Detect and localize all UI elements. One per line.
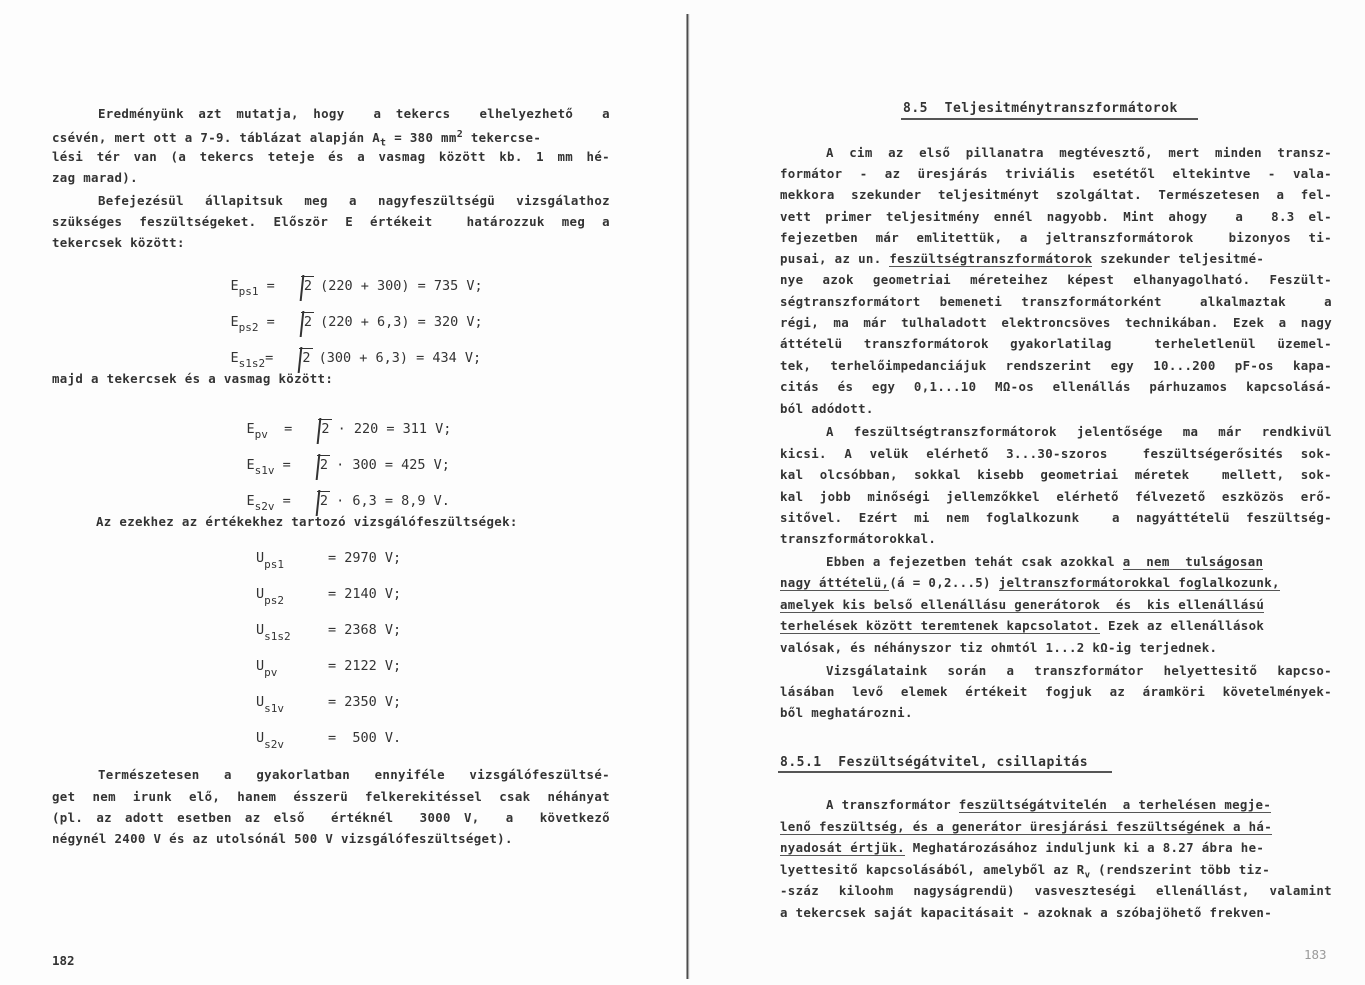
text-span: lyettesitő kapcsolásából, amelyből az R: [780, 862, 1085, 877]
sqrt-symbol: [285, 350, 312, 366]
formula-value: = 2140 V;: [328, 586, 402, 602]
formula-subscript: ps2: [264, 594, 285, 607]
radicand: 2: [317, 491, 330, 509]
sqrt-symbol: [303, 457, 330, 473]
text-line: [780, 251, 1332, 267]
formula-expression: (300 + 6,3) = 434 V;: [318, 350, 482, 366]
text-line: tek, terhelőimpedanciájuk rendszerint egy 10...200 pF-os kapa-: [780, 358, 1332, 373]
formula-symbol: E: [246, 457, 255, 473]
text-line: [780, 797, 1332, 813]
text-span: (á = 0,2...5): [889, 575, 999, 590]
formula-symbol: E: [230, 350, 239, 366]
text-line: kal jobb minőségi jellemzőkkel elérhető félvezető eszközös erő-: [780, 489, 1332, 504]
text-line: ből meghatározni.: [780, 705, 913, 720]
text-line: szükséges feszültségeket. Először E értékeit határozzuk meg a: [52, 214, 610, 229]
equals-sign: =: [274, 493, 299, 509]
text-line: majd a tekercsek és a vasmag között:: [52, 371, 334, 386]
text-line: lásában levő elemek értékeit fogjuk az áramköri követelmények-: [780, 684, 1332, 699]
formula-subscript: ps2: [238, 321, 259, 334]
text-line: [780, 554, 1332, 570]
formula-subscript: s2v: [254, 500, 275, 513]
formula-symbol-wrap: [256, 658, 328, 679]
sqrt-symbol: [287, 314, 314, 330]
underlined-text: jeltranszformátorokkal foglalkozunk,: [998, 575, 1280, 590]
equals-sign: =: [274, 457, 299, 473]
text-line: formátor - az üresjárás triviális esetétől eltekintve - vala-: [780, 166, 1332, 181]
formula-symbol-wrap: [256, 622, 328, 643]
formula-subscript: pv: [264, 666, 278, 679]
formula-expression: · 220 = 311 V;: [337, 421, 452, 437]
text-line: Természetesen a gyakorlatban ennyiféle vizsgálófeszültsé-: [98, 767, 610, 782]
formula-symbol: U: [256, 550, 265, 566]
radicand: 2: [317, 455, 330, 473]
formula-value: = 500 V.: [328, 730, 402, 746]
subsection-heading: 8.5.1 Feszültségátvitel, csillapitás: [780, 755, 1089, 770]
page-number: 182: [52, 953, 75, 968]
text-line: transzformátorokkal.: [780, 531, 937, 546]
text-line: [780, 597, 1332, 613]
formula-symbol: U: [256, 586, 265, 602]
underlined-text: a nem tulságosan: [1122, 554, 1264, 569]
underlined-text: nagy áttételü,: [780, 575, 890, 590]
text-line: fejezetben már emlitettük, a jeltranszformátorok bizonyos ti-: [780, 230, 1332, 245]
text-line: négynél 2400 V és az utolsónál 500 V vizsgálófeszültséget).: [52, 831, 513, 846]
text-line: [780, 840, 1332, 856]
text-line: zag marad).: [52, 170, 138, 185]
text-line: [52, 127, 610, 152]
text-line: régi, ma már tulhaladott elektroncsöves technikában. Ezek a nagy: [780, 315, 1332, 330]
formula-symbol-wrap: [256, 550, 328, 571]
formula-expression: · 300 = 425 V;: [336, 457, 450, 473]
text-span: Meghatározásához induljunk ki a 8.27 ábra he-: [904, 840, 1265, 855]
text-span: (rendszerint több tiz-: [1090, 862, 1271, 877]
text-line: nye azok geometriai méreteihez képest elhanyagolható. Feszült-: [780, 272, 1332, 287]
text-line: A cim az első pillanatra megtévesztő, mert minden transz-: [826, 145, 1332, 160]
formula-subscript: ps1: [238, 285, 259, 298]
sqrt-symbol: [303, 493, 330, 509]
sqrt-symbol: [304, 421, 331, 437]
text-line: áttételü transzformátorok gyakorlatilag terheletlenül üzemel-: [780, 336, 1332, 351]
text-span: = 380 mm: [386, 130, 457, 146]
formula-subscript: ps1: [264, 558, 285, 571]
radicand: 2: [301, 312, 314, 330]
radicand: 2: [301, 276, 314, 294]
text-line: a tekercsek saját kapacitásait - azoknak a szóbajöhető frekven-: [780, 905, 1273, 920]
formula-subscript: pv: [254, 428, 268, 441]
formula-symbol: E: [246, 421, 255, 437]
formula-u-ps1: [256, 550, 401, 571]
formula-subscript: s2v: [264, 738, 285, 751]
section-heading: 8.5 Teljesitménytranszformátorok: [903, 101, 1178, 116]
text-line: Vizsgálataink során a transzformátor helyettesitő kapcso-: [826, 663, 1332, 678]
equals-sign: =: [258, 278, 283, 294]
text-line: citás és egy 0,1...10 MΩ-os ellenállás párhuzamos kapcsolásá-: [780, 379, 1332, 394]
right-page: [690, 0, 1365, 985]
formula-symbol: U: [256, 658, 265, 674]
formula-symbol: E: [230, 278, 239, 294]
underlined-text: nyadosát értjük.: [780, 840, 905, 855]
text-span: Ebben a fejezetben tehát csak azokkal: [826, 554, 1123, 569]
text-line: tekercsek között:: [52, 235, 185, 250]
equals-sign: =: [258, 314, 283, 330]
formula-symbol: U: [256, 730, 265, 746]
formula-symbol: E: [230, 314, 239, 330]
text-line: mekkora szekunder teljesitményt szolgáltat. Természetesen a fel-: [780, 187, 1332, 202]
text-line: ségtranszformátort bemeneti transzformátorként alkalmaztak a: [780, 294, 1332, 309]
underlined-text: amelyek kis belső ellenállásu generátorok és kis ellenállású: [780, 597, 1265, 612]
underlined-text: lenő feszültség, és a generátor üresjárási feszültségének a há-: [780, 819, 1273, 834]
underlined-text: terhelések között teremtenek kapcsolatot.: [780, 618, 1101, 633]
subsection-heading-underline: [778, 771, 1112, 773]
sqrt-symbol: [287, 278, 314, 294]
text-span: pusai, az un.: [780, 251, 890, 266]
text-span: szekunder teljesitmé-: [1092, 251, 1265, 266]
text-line: [780, 862, 1332, 883]
text-line: get nem irunk elő, hanem ésszerü felkerekitéssel csak néhányat: [52, 789, 610, 804]
underlined-term: feszültségtranszformátorok: [889, 251, 1093, 266]
text-line: vett primer teljesitmény ennél nagyobb. Mint ahogy a 8.3 el-: [780, 209, 1332, 224]
text-span: csévén, mert ott a 7-9. táblázat alapján A: [52, 130, 381, 146]
radicand: 2: [299, 348, 312, 366]
text-line: -száz kiloohm nagyságrendü) vasveszteségi ellenállást, valamint: [780, 883, 1332, 898]
section-heading-underline: [901, 118, 1198, 120]
formula-symbol-wrap: [256, 694, 328, 715]
formula-subscript: s1s2: [264, 630, 291, 643]
page-number: 183: [1304, 947, 1327, 962]
text-line: lési tér van (a tekercs teteje és a vasmag között kb. 1 mm hé-: [52, 149, 610, 164]
text-line: (pl. az adott esetben az első értéknél 3000 V, a következő: [52, 810, 610, 825]
text-line: sitővel. Ezért mi nem foglalkozunk a nagyáttételü feszültség-: [780, 510, 1332, 525]
formula-u-s1v: [256, 694, 401, 715]
formula-expression: (220 + 300) = 735 V;: [320, 278, 483, 294]
text-line: ból adódott.: [780, 401, 874, 416]
formula-u-s2v: [256, 730, 401, 751]
formula-symbol: E: [246, 493, 255, 509]
formula-symbol-wrap: [256, 730, 328, 751]
formula-value: = 2350 V;: [328, 694, 402, 710]
text-line: [780, 575, 1332, 591]
text-span: A transzformátor: [826, 797, 959, 812]
formula-subscript: s1v: [264, 702, 285, 715]
formula-expression: · 6,3 = 8,9 V.: [336, 493, 450, 509]
formula-value: = 2122 V;: [328, 658, 402, 674]
underlined-text: feszültségátvitelén a terhelésen megje-: [958, 797, 1272, 812]
text-line: A feszültségtranszformátorok jelentősége ma már rendkivül: [826, 424, 1332, 439]
text-line: kal olcsóbban, sokkal kisebb geometriai méretek mellett, sok-: [780, 467, 1332, 482]
text-span: tekercse-: [463, 130, 542, 146]
subscript: v: [1084, 870, 1091, 881]
equals-sign: =: [265, 350, 282, 366]
formula-symbol: U: [256, 694, 265, 710]
formula-subscript: s1v: [254, 464, 275, 477]
text-span: Ezek az ellenállások: [1100, 618, 1265, 633]
text-line: valósak, és néhányszor tiz ohmtól 1...2 kΩ-ig terjednek.: [780, 640, 1218, 655]
formula-u-s1s2: [256, 622, 401, 643]
text-line: Eredményünk azt mutatja, hogy a tekercs elhelyezhető a: [98, 106, 610, 121]
text-line: [780, 819, 1332, 835]
radicand: 2: [318, 419, 331, 437]
text-line: [780, 618, 1332, 634]
superscript: 2: [456, 129, 464, 140]
formula-u-ps2: [256, 586, 401, 607]
formula-symbol-wrap: [256, 586, 328, 607]
text-line: kicsi. A velük elérhető 3...30-szoros feszültségerősités sok-: [780, 446, 1332, 461]
subscript: t: [380, 137, 387, 149]
formula-expression: (220 + 6,3) = 320 V;: [320, 314, 483, 330]
equals-sign: =: [267, 421, 301, 437]
formula-symbol: U: [256, 622, 265, 638]
formula-value: = 2368 V;: [328, 622, 402, 638]
formula-u-pv: [256, 658, 401, 679]
formula-value: = 2970 V;: [328, 550, 402, 566]
text-line: Befejezésül állapitsuk meg a nagyfeszültségü vizsgálathoz: [98, 193, 610, 208]
book-spine: [686, 14, 689, 979]
text-line: Az ezekhez az értékekhez tartozó vizsgálófeszültségek:: [96, 514, 518, 529]
formula-subscript: s1s2: [238, 357, 266, 370]
